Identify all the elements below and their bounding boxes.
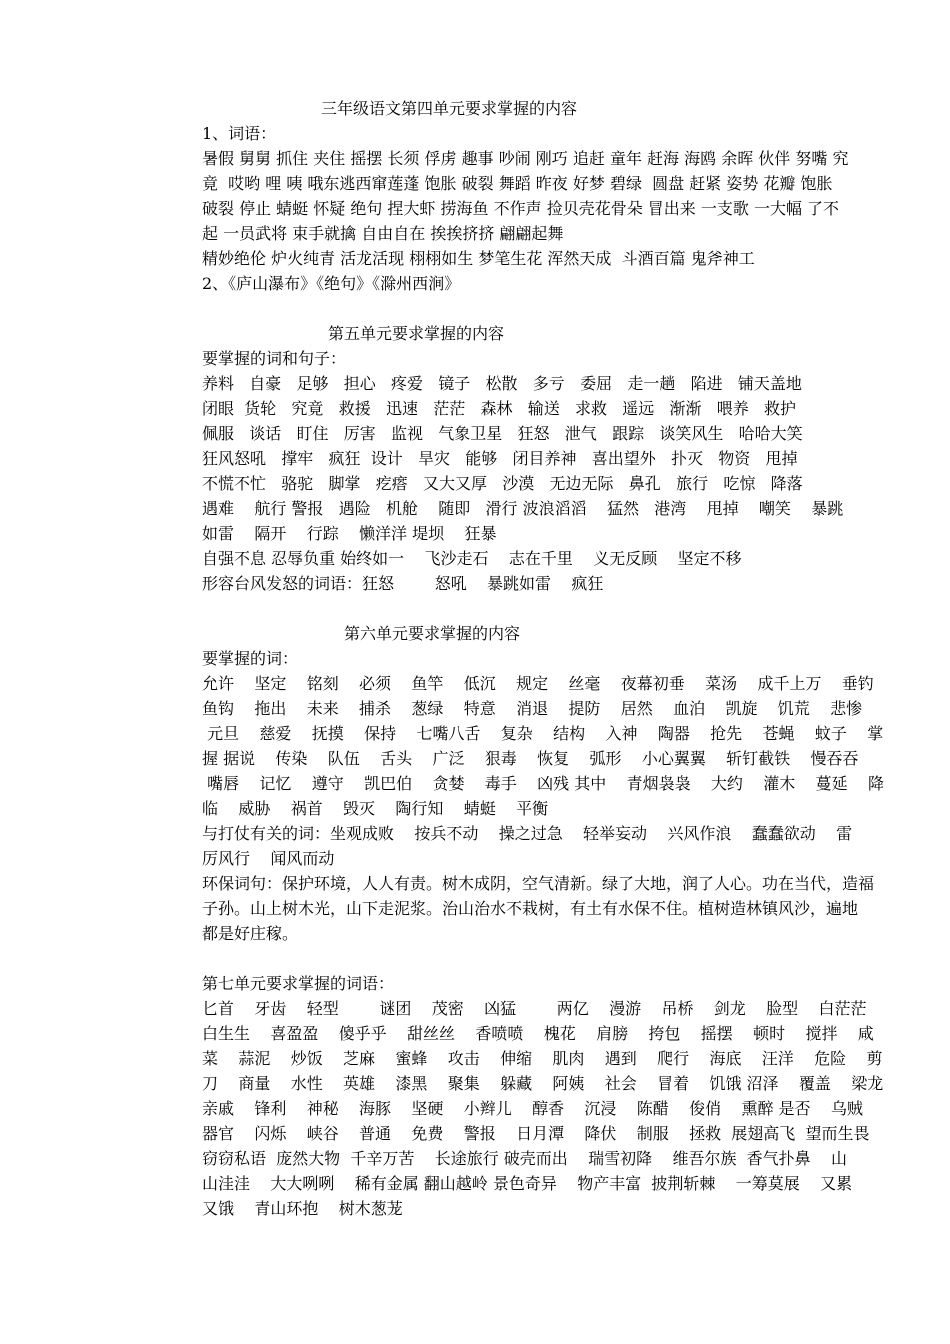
unit7-line: 窃窃私语 庞然大物 千辛万苦 长途旅行 破壳而出 瑞雪初降 维吾尔族 香气扑鼻 山: [202, 1149, 847, 1168]
unit6-title: 第六单元要求掌握的内容: [344, 624, 521, 643]
unit5-line: 遇难 航行 警报 遇险 机舱 随即 滑行 波浪滔滔 猛然 港湾 甩掉 嘲笑 暴跳: [202, 499, 844, 518]
unit7-line: 匕首 牙齿 轻型 谜团 茂密 凶猛 两亿 漫游 吊桥 剑龙 脸型 白茫茫: [202, 999, 867, 1018]
unit4-line: 竟 哎哟 哩 咦 哦东逃西窜莲蓬 饱胀 破裂 舞蹈 昨夜 好梦 碧绿 圆盘 赶紧 姿势 花瓣 饱胀: [202, 174, 833, 193]
unit4-title: 三年级语文第四单元要求掌握的内容: [321, 99, 578, 118]
unit6-line: 环保词句：保护环境，人人有责。树木成阴，空气清新。绿了大地，润了人心。功在当代，造福: [202, 874, 875, 893]
unit4-line: 暑假 舅舅 抓住 夹住 摇摆 长须 俘虏 趣事 吵闹 刚巧 追赶 童年 赶海 海鸥 余晖 伙伴 努嘴 究: [202, 149, 849, 168]
unit7-line: 刀 商量 水性 英雄 漆黑 聚集 躲藏 阿姨 社会 冒着 饥饿 沼泽 覆盖 梁龙: [202, 1074, 884, 1093]
unit4-line: 精妙绝伦 炉火纯青 活龙活现 栩栩如生 梦笔生花 浑然天成 斗酒百篇 鬼斧神工: [202, 249, 755, 268]
unit7-line: 山洼洼 大大咧咧 稀有金属 翻山越岭 景色奇异 物产丰富 披荆斩棘 一筹莫展 又累: [202, 1174, 853, 1193]
unit7-title: 第七单元要求掌握的词语：: [202, 974, 395, 993]
unit7-line: 白生生 喜盈盈 傻乎乎 甜丝丝 香喷喷 槐花 肩膀 挎包 摇摆 顿时 搅拌 咸: [202, 1024, 874, 1043]
unit5-line: 闭眼 货轮 究竟 救援 迅速 茫茫 森林 输送 求救 遥远 渐渐 喂养 救护: [202, 399, 797, 418]
unit6-line: 与打仗有关的词：坐观成败 按兵不动 操之过急 轻举妄动 兴风作浪 蠢蠢欲动 雷: [202, 824, 853, 843]
unit5-line: 自强不息 忍辱负重 始终如一 飞沙走石 志在千里 义无反顾 坚定不移: [202, 549, 742, 568]
unit7-line: 菜 蒜泥 炒饭 芝麻 蜜蜂 攻击 伸缩 肌肉 遇到 爬行 海底 汪洋 危险 剪: [202, 1049, 883, 1068]
unit6-line: 元旦 慈爱 抚摸 保持 七嘴八舌 复杂 结构 入神 陶器 抢先 苍蝇 蚊子 掌: [202, 724, 884, 743]
unit6-line: 嘴唇 记忆 遵守 凯巴伯 贪婪 毒手 凶残 其中 青烟袅袅 大约 灌木 蔓延 降: [202, 774, 884, 793]
unit5-line: 如雷 隔开 行踪 懒洋洋 堤坝 狂暴: [202, 524, 497, 543]
unit5-line: 狂风怒吼 撑牢 疯狂 设计 旱灾 能够 闭目养神 喜出望外 扑灭 物资 甩掉: [202, 449, 798, 468]
unit4-line: 起 一员武将 束手就擒 自由自在 挨挨挤挤 翩翩起舞: [202, 224, 564, 243]
unit7-line: 又饿 青山环抱 树木葱茏: [202, 1199, 403, 1218]
unit6-line: 厉风行 闻风而动: [202, 849, 335, 868]
unit5-line: 形容台风发怒的词语：狂怒 怒吼 暴跳如雷 疯狂: [202, 574, 604, 593]
unit6-line: 子孙。山上树木光，山下走泥浆。治山治水不栽树，有土有水保不住。植树造林镇风沙，遍地: [202, 899, 859, 918]
unit5-line: 不慌不忙 骆驼 脚掌 疙瘩 又大又厚 沙漠 无边无际 鼻孔 旅行 吃惊 降落: [202, 474, 803, 493]
unit4-words-heading: 1、词语：: [202, 124, 277, 143]
unit5-heading: 要掌握的词和句子：: [202, 349, 347, 368]
unit4-poems: 2、《庐山瀑布》《绝句》《滁州西涧》: [202, 274, 461, 293]
unit6-line: 允许 坚定 铭刻 必须 鱼竿 低沉 规定 丝毫 夜幕初垂 菜汤 成千上万 垂钓: [202, 674, 874, 693]
unit6-heading: 要掌握的词：: [202, 649, 299, 668]
unit6-line: 鱼钩 拖出 未来 捕杀 葱绿 特意 消退 提防 居然 血泊 凯旋 饥荒 悲惨: [202, 699, 863, 718]
document-page: [202, 96, 884, 1221]
unit7-line: 器官 闪烁 峡谷 普通 免费 警报 日月潭 降伏 制服 拯救 展翅高飞 望而生畏: [202, 1124, 870, 1143]
unit5-line: 养料 自豪 足够 担心 疼爱 镜子 松散 多亏 委屈 走一趟 陷进 铺天盖地: [202, 374, 802, 393]
unit5-line: 佩服 谈话 盯住 厉害 监视 气象卫星 狂怒 泄气 跟踪 谈笑风生 哈哈大笑: [202, 424, 803, 443]
unit6-line: 临 威胁 祸首 毁灭 陶行知 蜻蜓 平衡: [202, 799, 549, 818]
unit6-line: 都是好庄稼。: [202, 924, 299, 943]
unit5-title: 第五单元要求掌握的内容: [328, 324, 505, 343]
unit6-line: 握 据说 传染 队伍 舌头 广泛 狠毒 恢复 弧形 小心翼翼 斩钉截铁 慢吞吞: [202, 749, 859, 768]
unit7-line: 亲戚 锋利 神秘 海豚 坚硬 小辫儿 醇香 沉浸 陈醋 俊俏 熏醉 是否 乌贼: [202, 1099, 863, 1118]
unit4-line: 破裂 停止 蜻蜓 怀疑 绝句 捏大虾 捞海鱼 不作声 捡贝壳花骨朵 冒出来 一支歌 一大幅 了不: [202, 199, 840, 218]
